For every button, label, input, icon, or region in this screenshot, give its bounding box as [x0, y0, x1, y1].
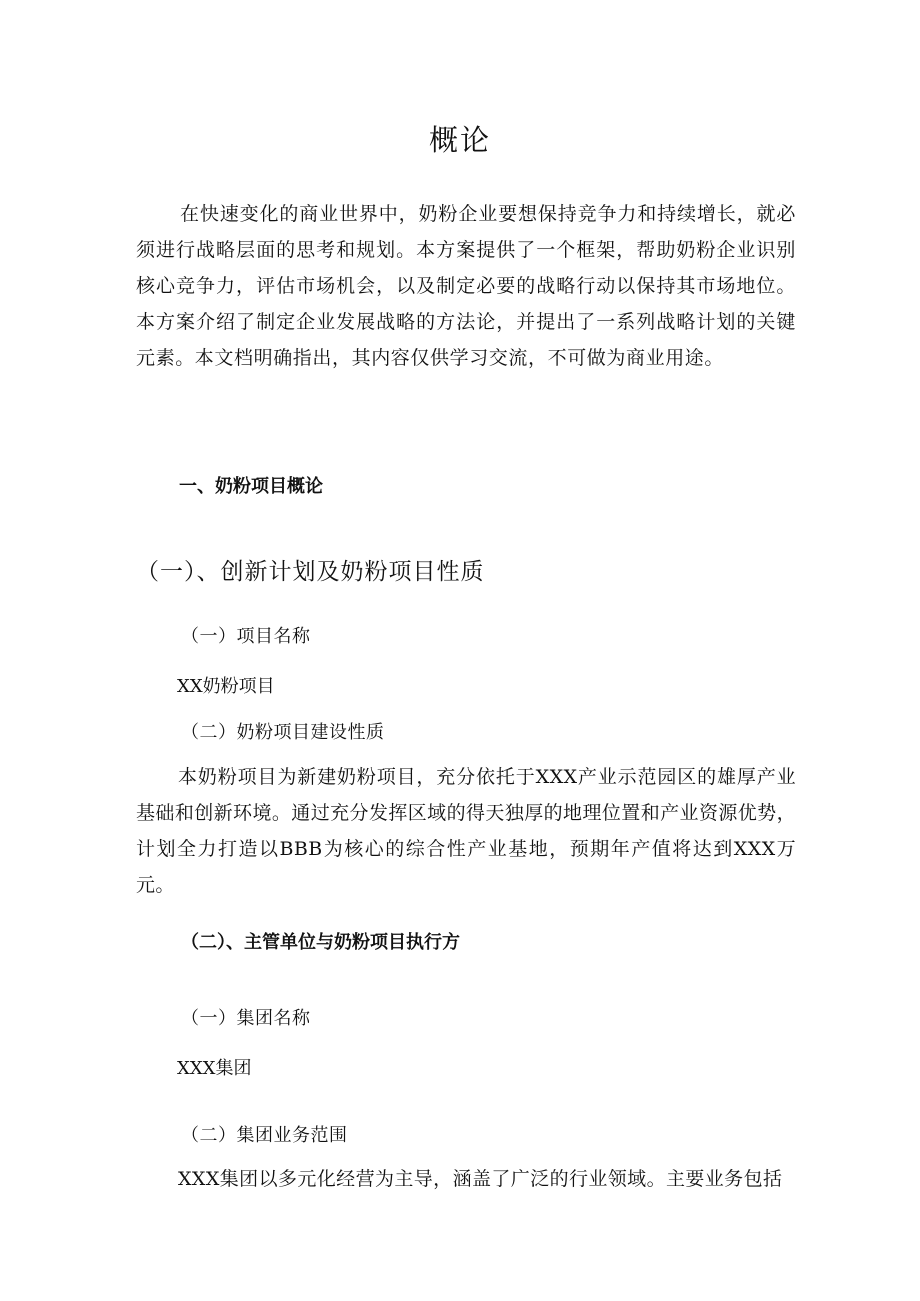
project-name-value: XX奶粉项目 [177, 676, 275, 697]
group-name-value: XXX集团 [177, 1058, 252, 1079]
group-name-label: （一）集团名称 [181, 1008, 311, 1029]
group-scope-label: （二）集团业务范围 [181, 1125, 348, 1146]
project-name-label: （一）项目名称 [181, 626, 311, 647]
intro-paragraph: 在快速变化的商业世界中，奶粉企业要想保持竞争力和持续增长，就必须进行战略层面的思考和规划。本方案提供了一个框架，帮助奶粉企业识别核心竞争力，评估市场机会，以及制定必要的战略行动以保持其市场地位。本方案介绍了制定企业发展战略的方法论，并提出了一系列战略计划的关键元素。本文档明确指出，其内容仅供学习交流，不可做为商业用途。 [136, 203, 796, 369]
section-heading: 一、奶粉项目概论 [179, 476, 323, 497]
project-nature-label: （二）奶粉项目建设性质 [181, 722, 385, 743]
subsection-heading-innovation: （一）、创新计划及奶粉项目性质 [136, 559, 485, 585]
subsection-heading-executor: （二）、主管单位与奶粉项目执行方 [181, 932, 460, 953]
project-nature-paragraph: 本奶粉项目为新建奶粉项目，充分依托于XXX产业示范园区的雄厚产业基础和创新环境。通过充分发挥区域的得天独厚的地理位置和产业资源优势，计划全力打造以BBB为核心的综合性产业基地，预期年产值将达到XXX万元。 [136, 766, 796, 896]
page-title: 概论 [428, 123, 491, 157]
group-scope-paragraph: XXX集团以多元化经营为主导，涵盖了广泛的行业领域。主要业务包括 [178, 1168, 783, 1190]
